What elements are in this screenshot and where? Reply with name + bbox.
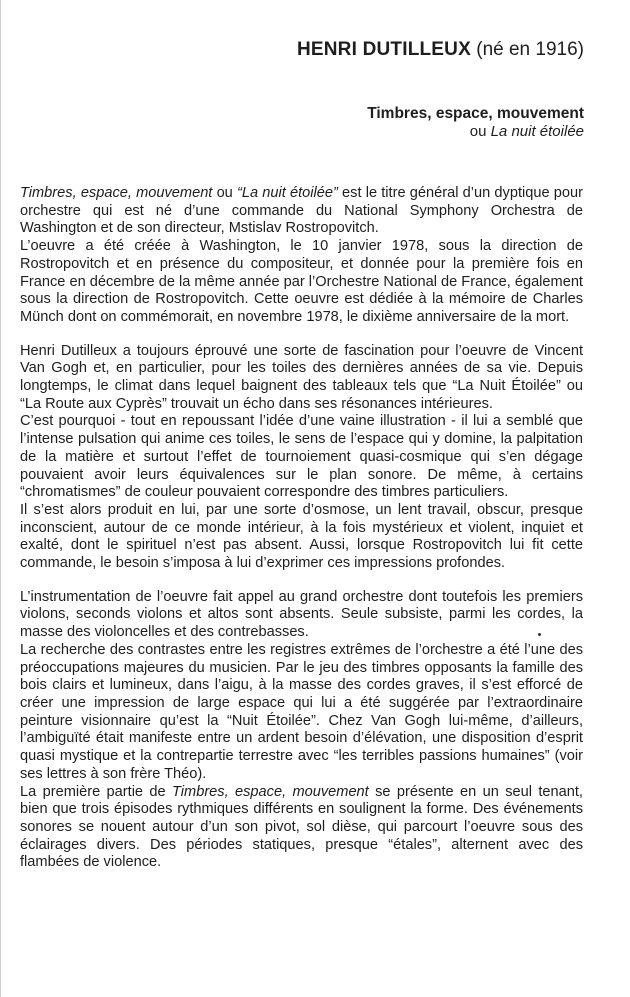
work-subtitle [470, 122, 584, 142]
premiere-partie-italic: Timbres, espace, mouvement [172, 783, 369, 800]
paragraph-instrumentation: L’instrumentation de l’oeuvre fait appel au grand orchestre dont toutefois les premiers violons, seconds violons et altos sont absents. Seule subsiste, parmi les cordes, la masse des violoncelles et des contrebasses. [20, 588, 583, 641]
paragraph-premiere-partie [20, 784, 583, 873]
body-text [20, 185, 583, 872]
composer-name: HENRI DUTILLEUX [296, 39, 471, 60]
paragraph-premiere: L’oeuvre a été créée à Washington, le 10 janvier 1978, sous la direction de Rostropovitch et en présence du compositeur, et donnée pour la première fois en France en décembre de la même année par l’Orchestre National de France, également sous la direction de Rostropovitch. Cette oeuvre est dédiée à la mémoire de Charles Münch dont on commémorait, en novembre 1978, le dixième anniversaire de la mort. [20, 238, 583, 325]
work-subtitle-prefix: ou [469, 123, 491, 140]
premiere-partie-text-1: La première partie de [20, 783, 173, 800]
paragraph-illustration: C’est pourquoi - tout en repoussant l’idée d’une vaine illustration - il lui a semblé que l’intense pulsation qui anime ces toiles, le sens de l’espace qui y domine, la palpitation de la matière et surtout l’effet de tournoiement quasi-cosmique qui s’en dégage pouvaient avoir leurs équivalences sur le plan sonore. De même, à certains “chromatismes” de couleur pouvaient correspondre des timbres particuliers. [20, 413, 583, 501]
paragraph-van-gogh: Henri Dutilleux a toujours éprouvé une sorte de fascination pour l’oeuvre de Vincent Van Gogh et, en particulier, pour les toiles des dernières années de sa vie. Depuis longtemps, le climat dans lequel baignent des tableaux tels que “La Nuit Étoilée” ou “La Route aux Cyprès” trouvait un écho dans ses résonances intérieures. [20, 342, 583, 412]
paragraph-intro [20, 185, 583, 238]
intro-italic-title: Timbres, espace, mouvement [20, 185, 213, 201]
premiere-partie-text-2: se présente en un seul tenant, bien que trois épisodes rythmiques différents en soulignent la forme. Des événements sonores se nouent autour d’un son pivot, sol dièse, qui parcourt l’oeuvre sous des éclairages divers. Des périodes statiques, presque “étales”, alternent avec des flambées de violence. [20, 783, 583, 871]
composer-dates: (né en 1916) [476, 39, 584, 60]
ink-dot [538, 633, 541, 636]
work-title: Timbres, espace, mouvement [367, 105, 584, 122]
paragraph-osmose: Il s’est alors produit en lui, par une sorte d’osmose, un lent travail, obscur, presque inconscient, autour de ce monde intérieur, à la fois mystérieux et violent, inquiet et exalté, dont le spirituel n’est pas absent. Aussi, lorsque Rostropovitch lui fit cette commande, le besoin s’imposa à lui d’exprimer ces impressions profondes. [20, 501, 583, 572]
intro-italic-subtitle: “La nuit étoilée” [236, 185, 338, 201]
intro-text-2: est le titre général d’un dyptique pour orchestre qui est né d’une commande du National Symphony Orchestra de Washington et de son directeur, Mstislav Rostropovitch. [20, 185, 583, 237]
paragraph-contrastes: La recherche des contrastes entre les registres extrêmes de l’orchestre a été l’une des préoccupations majeures du musicien. Par le jeu des timbres opposants la famille des bois clairs et lumineux, dans l’aigu, à la masse des cordes graves, il s’est efforcé de créer une impression de large espace qui lui a été suggérée par l’extraordinaire peinture visionnaire qu’est la “Nuit Étoilée”. Chez Van Gogh lui-même, d’ailleurs, l’ambiguïté était manifeste entre un ardent besoin d’élévation, une disposition d’esprit quasi mystique et la contrepartie terrestre avec “les terribles passions humaines” (voir ses lettres à son frère Théo). [20, 641, 583, 782]
work-subtitle-italic: La nuit étoilée [490, 123, 584, 140]
composer-header [297, 38, 584, 62]
intro-text-1: ou [212, 185, 237, 201]
